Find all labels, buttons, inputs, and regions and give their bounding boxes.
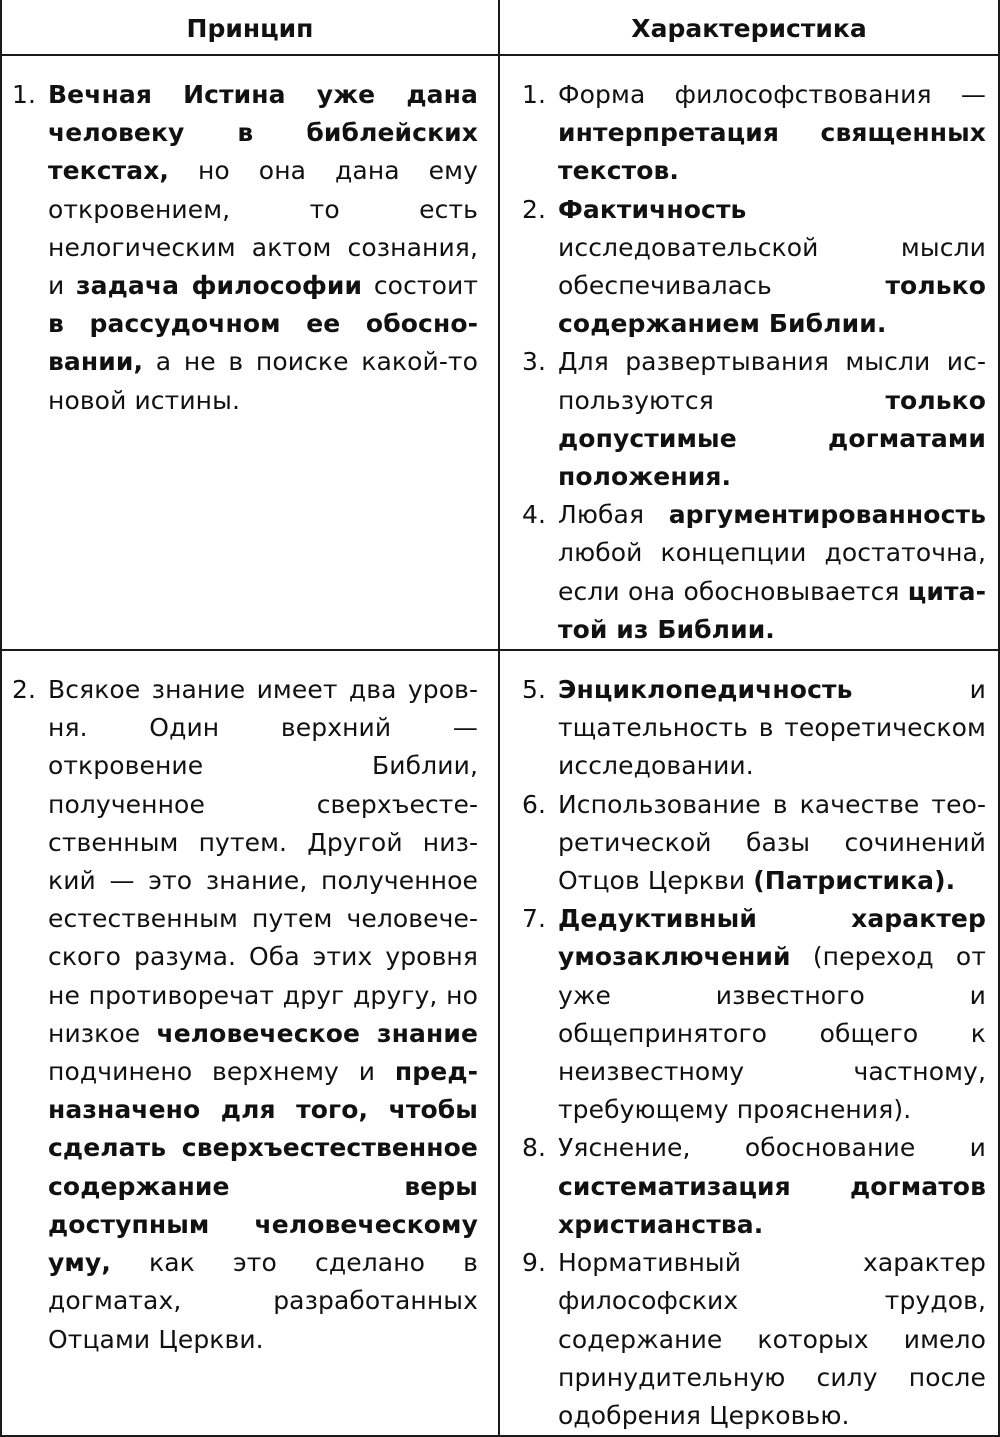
principle-text <box>48 80 478 415</box>
characteristic-text <box>558 500 986 644</box>
bold-text: Энциклопедичность <box>558 675 853 705</box>
characteristic-text <box>558 675 986 780</box>
text: Для развертывания мысли используются <box>558 347 986 415</box>
bold-text: Вечная Истина уже дана человеку в библейских текстах, <box>48 80 478 186</box>
characteristic-item <box>522 671 986 786</box>
principle-cell <box>1 650 499 1436</box>
characteristic-number: 3. <box>522 347 547 377</box>
text: как это сделано в догматах, разработанных Отцами Церкви. <box>48 1248 478 1354</box>
characteristic-item <box>522 1129 986 1244</box>
text: но она дана ему откровением, то есть нелогическим актом сознания, и <box>48 156 478 301</box>
bold-text: систематизация догматов христианства. <box>558 1171 986 1239</box>
characteristic-number: 8. <box>522 1133 547 1163</box>
characteristic-item <box>522 786 986 901</box>
text: Уяснение, обоснование и <box>558 1133 986 1163</box>
principle-item <box>12 76 478 420</box>
bold-text: только допустимые догматами положения. <box>558 385 986 492</box>
characteristic-item <box>522 900 986 1129</box>
characteristic-item <box>522 343 986 496</box>
text: любой концепции достаточна, если она обосновывается <box>558 538 986 606</box>
table-row <box>1 55 999 650</box>
bold-text: предназначено для того, чтобы сделать сверхъестественное содержание веры доступным человеческому уму, <box>48 1057 478 1278</box>
header-principle: Принцип <box>1 0 499 55</box>
characteristic-text <box>558 904 986 1124</box>
bold-text: человеческое знание <box>156 1018 478 1048</box>
characteristic-number: 2. <box>522 194 547 224</box>
characteristic-item <box>522 76 986 191</box>
principle-number: 1. <box>12 80 37 109</box>
characteristic-text <box>558 80 986 185</box>
bold-text: задача философии <box>76 271 363 301</box>
bold-text: Фактичность <box>558 194 747 224</box>
header-characteristic: Характеристика <box>499 0 999 55</box>
characteristic-list <box>500 651 998 1435</box>
text: и тщательность в теоретическом исследовании. <box>558 675 986 781</box>
principle-cell <box>1 55 499 650</box>
text: Форма философствования — <box>558 80 986 109</box>
characteristic-text <box>558 790 986 895</box>
characteristic-text <box>558 347 986 491</box>
characteristic-number: 5. <box>522 675 547 705</box>
bold-text: цитатой из Библии. <box>558 576 986 644</box>
characteristic-item <box>522 1244 986 1435</box>
characteristic-item <box>522 191 986 344</box>
characteristic-list <box>500 56 998 649</box>
bold-text: аргументированность <box>668 500 986 530</box>
text: а не в поиске какой-то новой истины. <box>48 347 478 415</box>
bold-text: только содержанием Библии. <box>558 271 986 339</box>
characteristic-text <box>558 1133 986 1238</box>
bold-text: интерпретация священных текстов. <box>558 118 986 186</box>
characteristic-number: 1. <box>522 80 547 109</box>
characteristic-item <box>522 496 986 649</box>
text: Нормативный характер философских трудов, содержание которых имело принудительную силу после одобрения Церковью. <box>558 1248 986 1430</box>
characteristic-cell <box>499 55 999 650</box>
principle-number: 2. <box>12 675 37 705</box>
bold-text: (Патристика). <box>753 866 956 896</box>
text: Любая <box>558 500 669 530</box>
text: состоит <box>362 271 478 301</box>
table-row <box>1 650 999 1436</box>
text: подчинено верхнему и <box>48 1057 395 1087</box>
characteristic-text <box>558 1248 986 1430</box>
characteristic-number: 9. <box>522 1248 547 1278</box>
principle-text <box>48 675 478 1353</box>
characteristic-number: 4. <box>522 500 547 530</box>
characteristic-number: 6. <box>522 789 547 819</box>
bold-text: Дедуктивный характер умозаключений <box>558 904 986 972</box>
characteristic-cell <box>499 650 999 1436</box>
text: (переход от уже известного и общепринятого общего к неизвестному частному, требующему прояснения). <box>558 942 986 1125</box>
text: исследовательской мысли обеспечивалась <box>558 232 986 301</box>
bold-text: в рассудочном ее обосновании, <box>48 309 478 377</box>
characteristic-number: 7. <box>522 904 547 934</box>
principle-item <box>12 671 478 1359</box>
text: Всякое знание имеет два уровня. Один верхний — откровение Библии, полученное сверхъестественным путем. Другой низкий — это знание, полученное естественным путем человеческого разума. Оба этих уровня не противоречат друг другу, но низкое <box>48 675 478 1048</box>
text: Использование в качестве теоретической базы сочинений Отцов Церкви <box>558 789 986 896</box>
characteristic-text <box>558 195 986 339</box>
header-row <box>1 0 999 55</box>
